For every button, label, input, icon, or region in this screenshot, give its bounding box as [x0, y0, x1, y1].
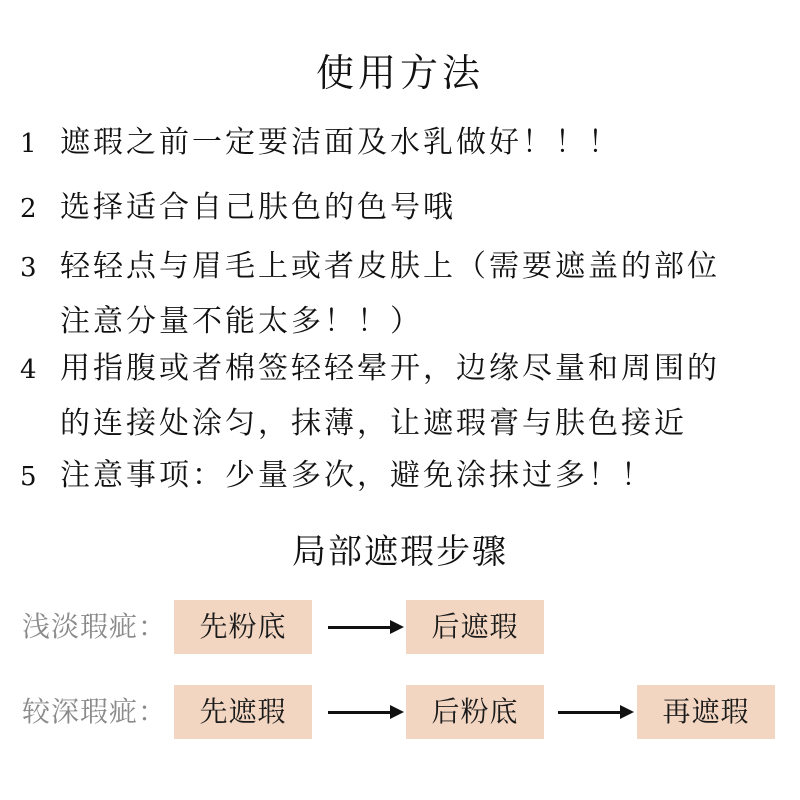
section-title: 局部遮瑕步骤: [292, 532, 508, 572]
step-2: [20, 181, 790, 236]
arrow-right-icon: [328, 711, 394, 714]
step-text: 用指腹或者棉签轻轻晕开，边缘尽量和周围的: [60, 351, 720, 386]
step-number: 1: [20, 129, 37, 159]
step-number: 3: [20, 253, 37, 283]
arrow-right-icon: [558, 711, 624, 714]
page-title: 使用方法: [315, 51, 484, 95]
flow-light-blemish: [0, 600, 800, 654]
step-text: 遮瑕之前一定要洁面及水乳做好！！！: [60, 125, 621, 160]
flow-step-box: 再遮瑕: [637, 685, 775, 739]
step-1: [20, 116, 790, 171]
step-5: [20, 449, 790, 504]
step-number: 4: [20, 355, 37, 385]
step-text: 选择适合自己肤色的色号哦: [60, 190, 456, 225]
step-text: 注意事项：少量多次，避免涂抹过多！！: [60, 458, 654, 493]
flow-step-box: 先粉底: [174, 600, 312, 654]
step-number: 2: [20, 194, 37, 224]
step-4: [20, 342, 790, 451]
flow-step-box: 后粉底: [406, 685, 544, 739]
flow-label: 较深瑕疵：: [22, 695, 168, 728]
flow-label: 浅淡瑕疵：: [22, 610, 168, 643]
step-text: 轻轻点与眉毛上或者皮肤上（需要遮盖的部位: [60, 249, 720, 284]
flow-step-box: 先遮瑕: [174, 685, 312, 739]
step-3: [20, 240, 790, 349]
step-number: 5: [20, 462, 37, 492]
step-text-continued: 的连接处涂匀，抹薄，让遮瑕膏与肤色接近: [60, 406, 687, 441]
arrow-right-icon: [328, 626, 394, 629]
step-text-continued: 注意分量不能太多！！）: [60, 304, 423, 339]
flow-dark-blemish: [0, 685, 800, 739]
flow-step-box: 后遮瑕: [406, 600, 544, 654]
